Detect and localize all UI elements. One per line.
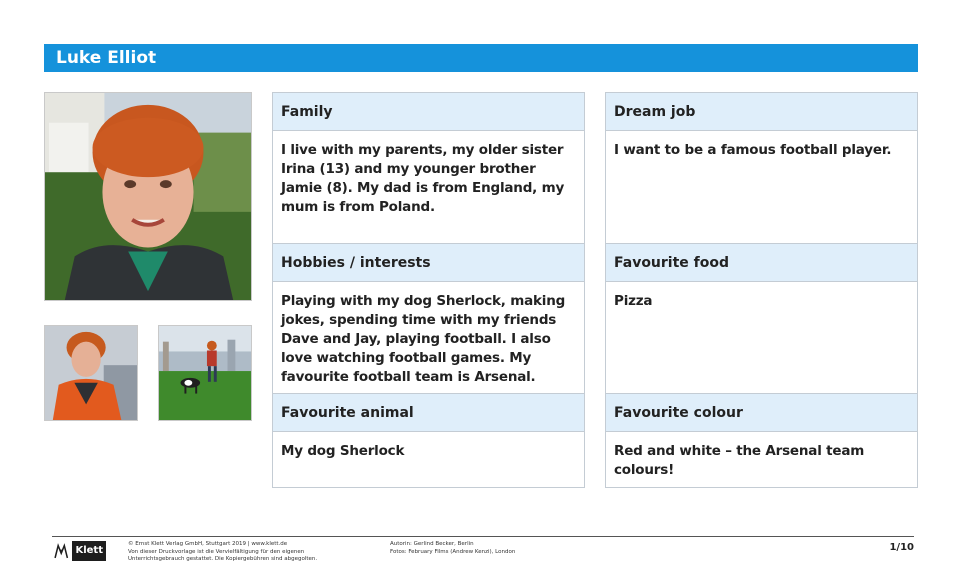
colour-card — [605, 393, 918, 488]
dream-job-text: I want to be a famous football player. — [614, 142, 892, 158]
hobbies-heading: Hobbies / interests — [273, 244, 584, 282]
hobbies-text: Playing with my dog Sherlock, making jokes, spending time with my friends Dave and Jay, playing football. I also love watching football games. My favourite football team is Arsenal. — [281, 293, 566, 385]
hobbies-card — [272, 243, 585, 395]
logo-text: Klett — [72, 541, 106, 561]
credits — [390, 541, 640, 556]
food-heading: Favourite food — [606, 244, 917, 282]
animal-text: My dog Sherlock — [281, 443, 405, 459]
photos-line: Fotos: February Films (Andrew Kenzi), London — [390, 548, 516, 555]
copyright-line-2: Von dieser Druckvorlage ist die Vervielfältigung für den eigenen — [128, 548, 305, 555]
portrait-photo — [44, 92, 252, 301]
food-card — [605, 243, 918, 395]
klett-logo-icon — [52, 540, 70, 562]
family-text: I live with my parents, my older sister Irina (13) and my younger brother Jamie (8). My dad is from England, my mum is from Poland. — [281, 142, 565, 215]
boy-with-dog-photo — [158, 325, 252, 421]
authors-line: Autorin: Gerlind Becker, Berlin — [390, 541, 474, 547]
copyright-line-1: © Ernst Klett Verlag GmbH, Stuttgart 2019 | www.klett.de — [128, 541, 288, 547]
family-heading: Family — [273, 93, 584, 131]
copyright-line-3: Unterrichtsgebrauch gestattet. Die Kopiergebühren sind abgegolten. — [128, 556, 318, 562]
copyright-notice — [128, 541, 378, 564]
colour-text: Red and white – the Arsenal team colours! — [614, 443, 865, 478]
food-text: Pizza — [614, 293, 653, 309]
klett-logo[interactable] — [52, 540, 106, 562]
footer-divider — [52, 536, 914, 537]
colour-heading: Favourite colour — [606, 394, 917, 432]
boy-in-red-jacket-photo — [44, 325, 138, 421]
family-card — [272, 92, 585, 244]
animal-card — [272, 393, 585, 488]
dream-job-card — [605, 92, 918, 244]
dream-job-heading: Dream job — [606, 93, 917, 131]
page-title: Luke Elliot — [44, 44, 918, 72]
page-number: 1/10 — [889, 542, 914, 553]
animal-heading: Favourite animal — [273, 394, 584, 432]
